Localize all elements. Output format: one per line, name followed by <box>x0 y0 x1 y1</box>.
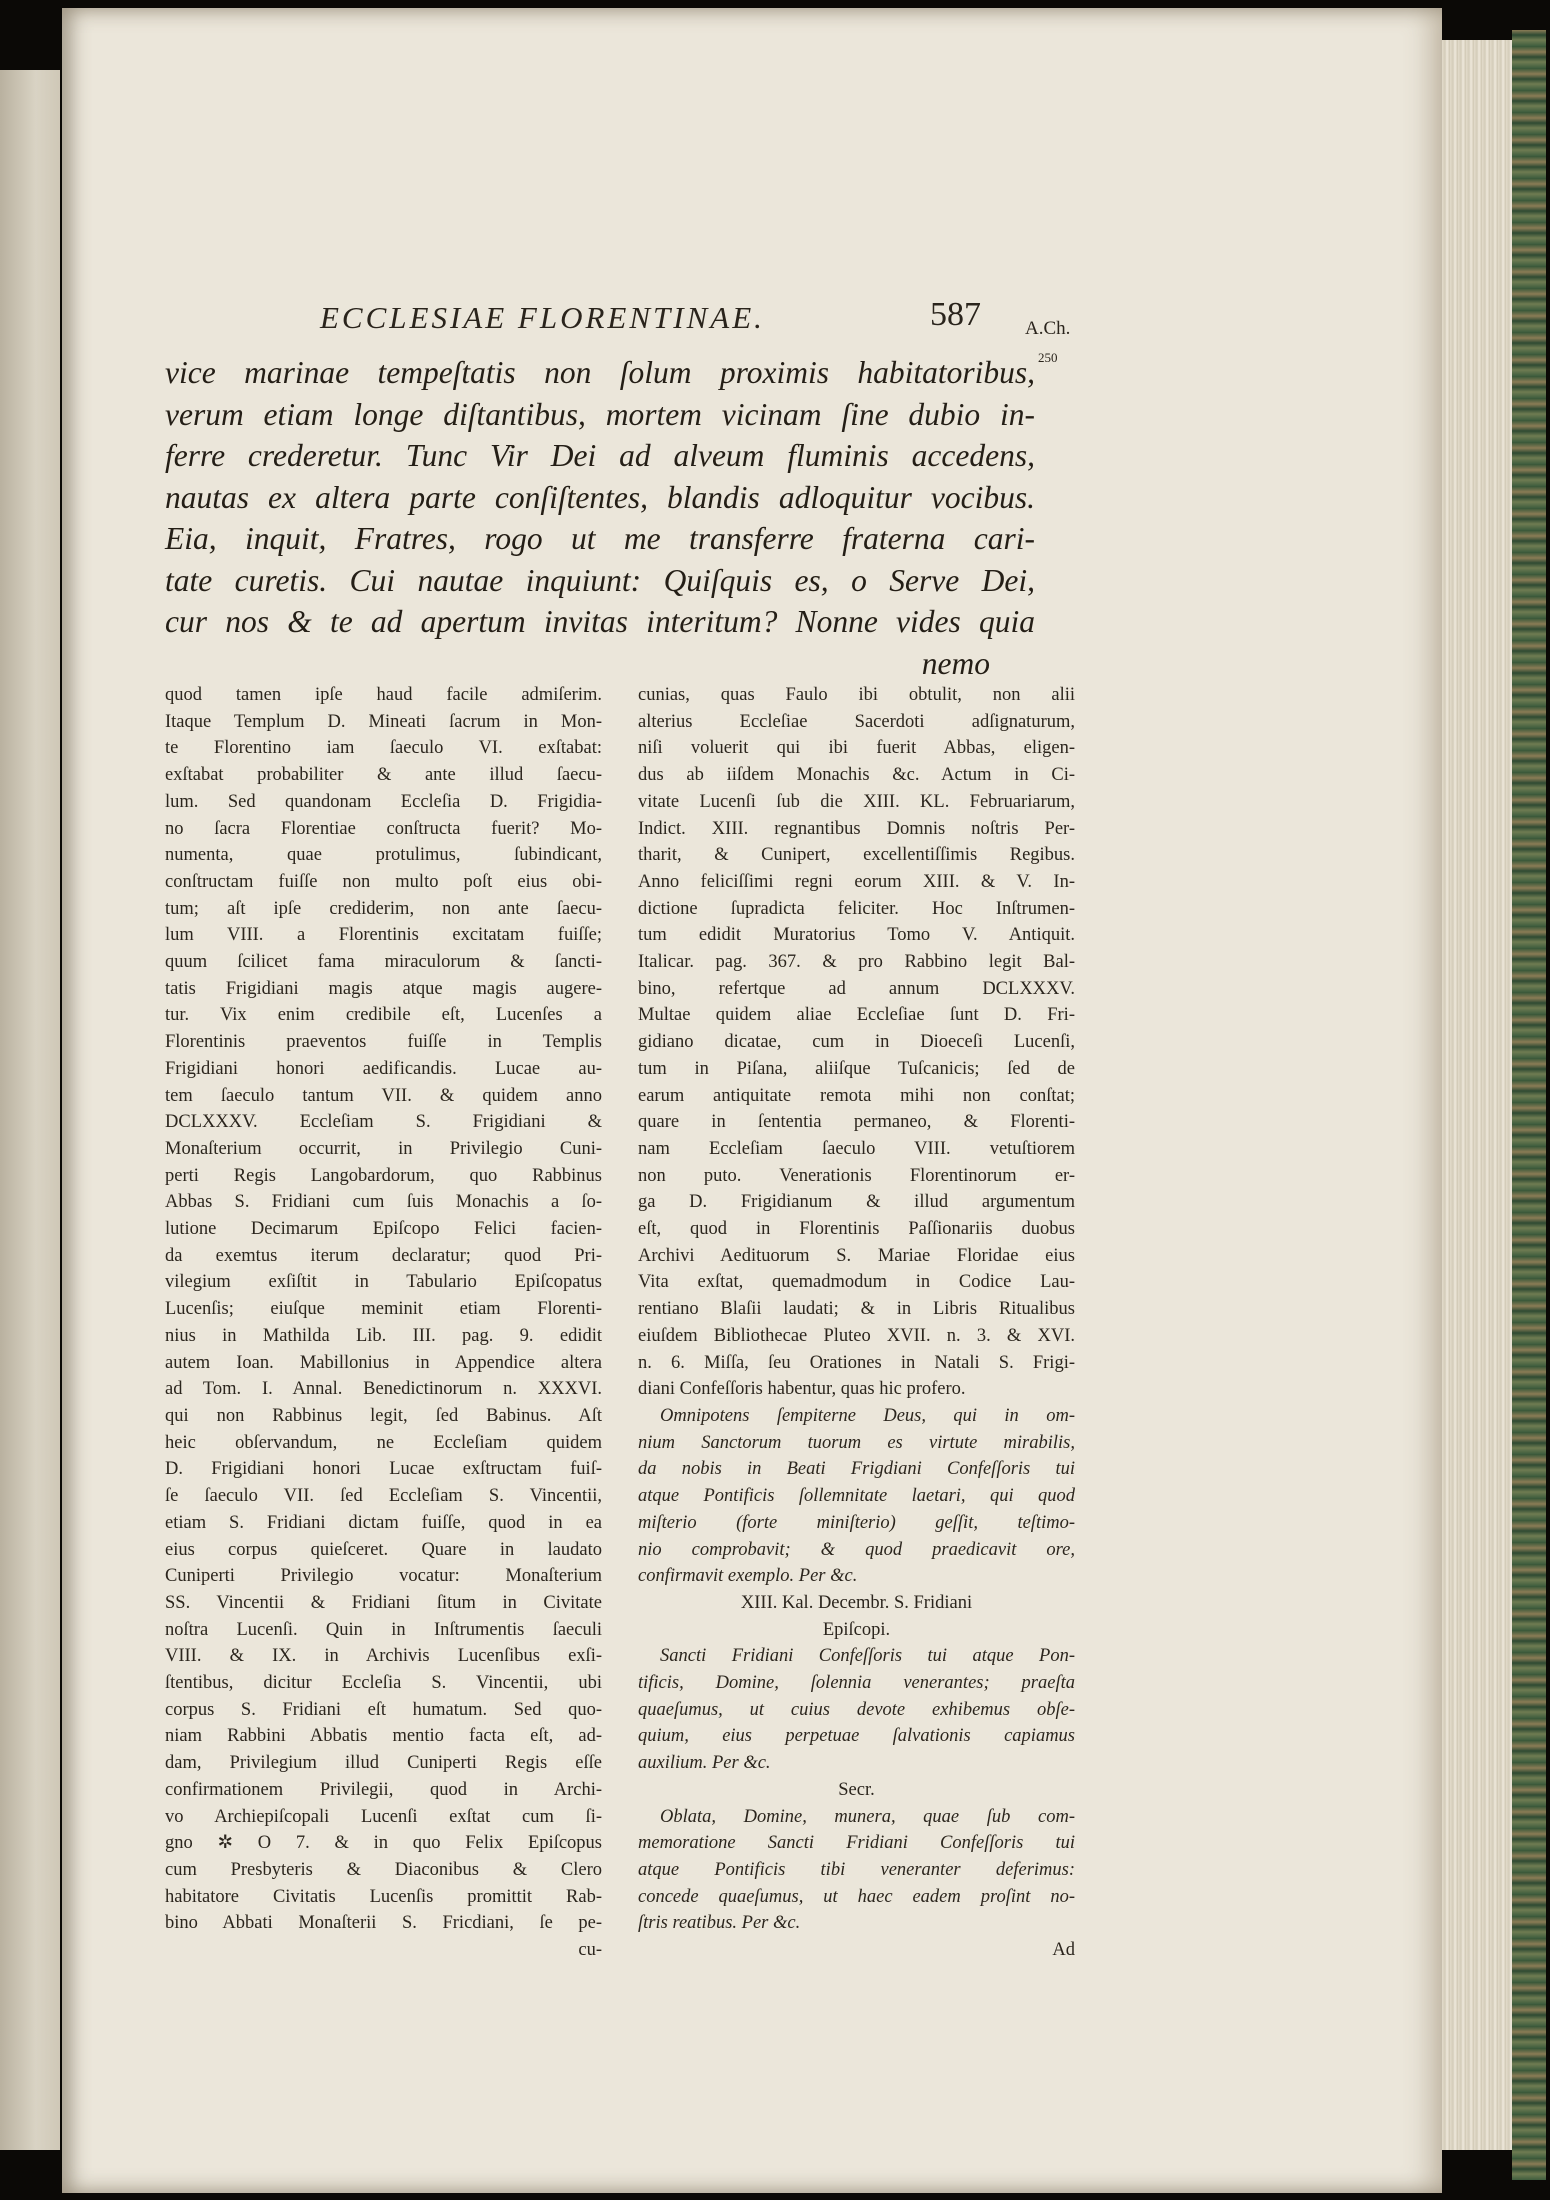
text-line: ſe ſaeculo VII. ſed Eccleſiam S. Vincentii, <box>165 1486 602 1507</box>
text-line: perti Regis Langobardorum, quo Rabbinus <box>165 1165 602 1186</box>
text-line: Monaſterium occurrit, in Privilegio Cuni- <box>165 1138 602 1159</box>
text-line: Italicar. pag. 367. & pro Rabbino legit Bal- <box>638 952 1075 973</box>
text-line: Vita exſtat, quemadmodum in Codice Lau- <box>638 1272 1075 1293</box>
text-line: tum in Piſana, aliiſque Tuſcanicis; ſed de <box>638 1058 1075 1079</box>
text-line: tem ſaeculo tantum VII. & quidem anno <box>165 1085 602 1106</box>
text-line: Indict. XIII. regnantibus Domnis noſtris Per- <box>638 818 1075 839</box>
running-title: ECCLESIAE FLORENTINAE. <box>320 300 765 335</box>
text-line: confirmationem Privilegii, quod in Archi- <box>165 1779 602 1800</box>
text-line: da exemtus iterum declaratur; quod Pri- <box>165 1245 602 1266</box>
text-line: ad Tom. I. Annal. Benedictinorum n. XXXVI. <box>165 1379 602 1400</box>
text-line: vice marinae tempeſtatis non ſolum proximis habitatoribus, <box>165 355 1035 390</box>
text-line: vilegium exſiſtit in Tabulario Epiſcopatus <box>165 1272 602 1293</box>
text-line: habitatore Civitatis Lucenſis promittit Rab- <box>165 1886 602 1907</box>
text-line: gidiano dicatae, cum in Dioeceſi Lucenſi, <box>638 1032 1075 1053</box>
text-line: diani Confeſſoris habentur, quas hic profero. <box>638 1379 966 1400</box>
text-line: nam Eccleſiam ſaeculo VIII. vetuſtiorem <box>638 1138 1075 1159</box>
text-line: exſtabat probabiliter & ante illud ſaecu- <box>165 765 602 786</box>
prayer-line: quium, eius perpetuae ſalvationis capiamus <box>638 1726 1075 1747</box>
marbled-cover-edge <box>1512 30 1546 2180</box>
text-line: eiuſdem Bibliothecae Pluteo XVII. n. 3. & XVI. <box>638 1325 1075 1346</box>
text-line: D. Frigidiani honori Lucae exſtructam fuiſ- <box>165 1459 602 1480</box>
text-line: tur. Vix enim credibile eſt, Lucenſes a <box>165 1005 602 1026</box>
text-line: dam, Privilegium illud Cuniperti Regis eſſe <box>165 1753 602 1774</box>
prayer-line: nio comprobavit; & quod praedicavit ore, <box>638 1539 1075 1560</box>
right-column <box>638 682 1075 1964</box>
text-line: vitate Lucenſi ſub die XIII. KL. Februariarum, <box>638 791 1075 812</box>
text-line: SS. Vincentii & Fridiani ſitum in Civitate <box>165 1592 602 1613</box>
text-line: nautas ex altera parte conſiſtentes, blandis adloquitur vocibus. <box>165 479 1035 515</box>
text-line: earum antiquitate remota mihi non conſtat; <box>638 1085 1075 1106</box>
text-line: niſi voluerit qui ibi fuerit Abbas, eligen- <box>638 738 1075 759</box>
text-line: Cuniperti Privilegio vocatur: Monaſterium <box>165 1566 602 1587</box>
text-line: Florentinis praeventos fuiſſe in Templis <box>165 1032 602 1053</box>
text-line: no ſacra Florentiae conſtructa fuerit? Mo- <box>165 818 602 839</box>
prayer-line: Sancti Fridiani Confeſſoris tui atque Pon- <box>660 1646 1075 1667</box>
text-line: nius in Mathilda Lib. III. pag. 9. edidit <box>165 1325 602 1346</box>
text-line: cur nos & te ad apertum invitas interitum? Nonne vides quia <box>165 604 1035 639</box>
text-line: VIII. & IX. in Archivis Lucenſibus exſi- <box>165 1646 602 1667</box>
text-line: Anno feliciſſimi regni eorum XIII. & V. In- <box>638 871 1075 892</box>
text-line: corpus S. Fridiani eſt humatum. Sed quo- <box>165 1699 602 1720</box>
text-line: Eia, inquit, Fratres, rogo ut me transferre fraterna cari- <box>165 521 1035 556</box>
text-line: vo Archiepiſcopali Lucenſi exſtat cum ſi- <box>165 1806 602 1827</box>
text-line: tum; aſt ipſe crediderim, non ante ſaecu- <box>165 898 602 919</box>
text-line: lutione Decimarum Epiſcopo Felici facien- <box>165 1219 602 1240</box>
text-line: lum. Sed quandonam Eccleſia D. Frigidia- <box>165 791 602 812</box>
prayer-line: confirmavit exemplo. Per &c. <box>638 1566 858 1587</box>
text-line: ga D. Frigidianum & illud argumentum <box>638 1192 1075 1213</box>
text-line: bino, refertque ad annum DCLXXXV. <box>638 978 1075 999</box>
text-line: ferre crederetur. Tunc Vir Dei ad alveum fluminis accedens, <box>165 438 1035 473</box>
text-line: lum VIII. a Florentinis excitatam fuiſſe; <box>165 925 602 946</box>
text-line: DCLXXXV. Eccleſiam S. Frigidiani & <box>165 1112 602 1133</box>
text-line: tum edidit Muratorius Tomo V. Antiquit. <box>638 925 1075 946</box>
text-line: tatis Frigidiani magis atque magis augere- <box>165 978 602 999</box>
text-line: cum Presbyteris & Diaconibus & Clero <box>165 1859 602 1880</box>
prayer-line: quaeſumus, ut cuius devote exhibemus obſe- <box>638 1699 1075 1720</box>
prayer-line: tificis, Domine, ſolennia venerantes; praeſta <box>638 1673 1075 1694</box>
text-line: eſt, quod in Florentinis Paſſionariis duobus <box>638 1219 1075 1240</box>
section-heading: Secr. <box>838 1779 875 1800</box>
text-line: te Florentino iam ſaeculo VI. exſtabat: <box>165 738 602 759</box>
prayer-line: ſtris reatibus. Per &c. <box>638 1913 801 1934</box>
text-line: quod tamen ipſe haud facile admiſerim. <box>165 685 602 705</box>
prayer-line: nium Sanctorum tuorum es virtute mirabilis, <box>638 1432 1075 1453</box>
section-heading: Epiſcopi. <box>822 1619 891 1640</box>
text-line: quum ſcilicet fama miraculorum & ſancti- <box>165 952 602 973</box>
text-line: cunias, quas Faulo ibi obtulit, non alii <box>638 685 1075 705</box>
text-line: autem Ioan. Mabillonius in Appendice altera <box>165 1352 602 1373</box>
prayer-line: Omnipotens ſempiterne Deus, qui in om- <box>660 1405 1075 1426</box>
text-line: gno ✲ O 7. & in quo Felix Epiſcopus <box>165 1833 602 1854</box>
facing-page-edge <box>0 70 60 2150</box>
catchword: Ad <box>1052 1940 1075 1961</box>
text-line: non puto. Venerationis Florentinorum er- <box>638 1165 1075 1186</box>
catchword: cu- <box>578 1940 602 1961</box>
text-line: rentiano Blaſii laudati; & in Libris Ritualibus <box>638 1299 1075 1320</box>
text-line: Archivi Aedituorum S. Mariae Floridae eius <box>638 1245 1075 1266</box>
margin-year: 250 <box>1038 350 1058 365</box>
text-line: tate curetis. Cui nautae inquiunt: Quiſquis es, o Serve Dei, <box>165 562 1035 598</box>
text-line: niam Rabbini Abbatis mentio facta eſt, ad- <box>165 1726 602 1747</box>
page-number: 587 <box>930 296 981 333</box>
text-line: dus ab iiſdem Monachis &c. Actum in Ci- <box>638 765 1075 786</box>
text-line: numenta, quae protulimus, ſubindicant, <box>165 845 602 866</box>
text-line: quare in ſententia permaneo, & Florenti- <box>638 1112 1075 1133</box>
catchword: nemo <box>921 645 990 681</box>
text-line: Lucenſis; eiuſque meminit etiam Florenti- <box>165 1299 602 1320</box>
text-line: bino Abbati Monaſterii S. Fricdiani, ſe pe- <box>165 1913 602 1934</box>
text-line: conſtructam fuiſſe non multo poſt eius obi- <box>165 871 602 892</box>
prayer-line: concede quaeſumus, ut haec eadem proſint no- <box>638 1886 1075 1907</box>
text-line: Frigidiani honori aedificandis. Lucae au- <box>165 1058 602 1079</box>
left-column <box>165 682 602 1964</box>
text-line: verum etiam longe diſtantibus, mortem vicinam ſine dubio in- <box>165 396 1035 432</box>
prayer-line: auxilium. Per &c. <box>638 1753 771 1774</box>
text-line: eius corpus quieſceret. Quare in laudato <box>165 1539 602 1560</box>
text-line: alterius Eccleſiae Sacerdoti adſignaturum, <box>638 711 1075 732</box>
margin-label: A.Ch. <box>1025 318 1071 339</box>
text-line: Multae quidem aliae Eccleſiae ſunt D. Fri- <box>638 1005 1075 1026</box>
text-line: heic obſervandum, ne Eccleſiam quidem <box>165 1432 602 1453</box>
section-heading: XIII. Kal. Decembr. S. Fridiani <box>740 1592 973 1613</box>
prayer-line: memoratione Sancti Fridiani Confeſſoris tui <box>638 1833 1075 1854</box>
text-line: ſtentibus, dicitur Eccleſia S. Vincentii, ubi <box>165 1673 602 1694</box>
text-line: n. 6. Miſſa, ſeu Orationes in Natali S. Frigi- <box>638 1352 1075 1373</box>
prayer-line: da nobis in Beati Frigdiani Confeſſoris tui <box>638 1459 1075 1480</box>
text-line: tharit, & Cunipert, excellentiſſimis Regibus. <box>638 845 1075 866</box>
text-line: dictione ſupradicta feliciter. Hoc Inſtrumen- <box>638 898 1075 919</box>
prayer-line: Oblata, Domine, munera, quae ſub com- <box>660 1806 1075 1827</box>
intro-paragraph <box>165 352 1035 684</box>
prayer-line: miſterio (forte miniſterio) geſſit, teſtimo- <box>638 1512 1075 1533</box>
text-line: qui non Rabbinus legit, ſed Babinus. Aſt <box>165 1405 602 1426</box>
text-line: Abbas S. Fridiani cum ſuis Monachis a ſo- <box>165 1192 602 1213</box>
text-line: etiam S. Fridiani dictam fuiſſe, quod in ea <box>165 1512 602 1533</box>
text-line: noſtra Lucenſi. Quin in Inſtrumentis ſaeculi <box>165 1619 602 1640</box>
prayer-line: atque Pontificis ſollemnitate laetari, qui quod <box>638 1486 1075 1507</box>
text-line: Itaque Templum D. Mineati ſacrum in Mon- <box>165 711 602 732</box>
prayer-line: atque Pontificis tibi veneranter deferimus: <box>638 1859 1075 1880</box>
